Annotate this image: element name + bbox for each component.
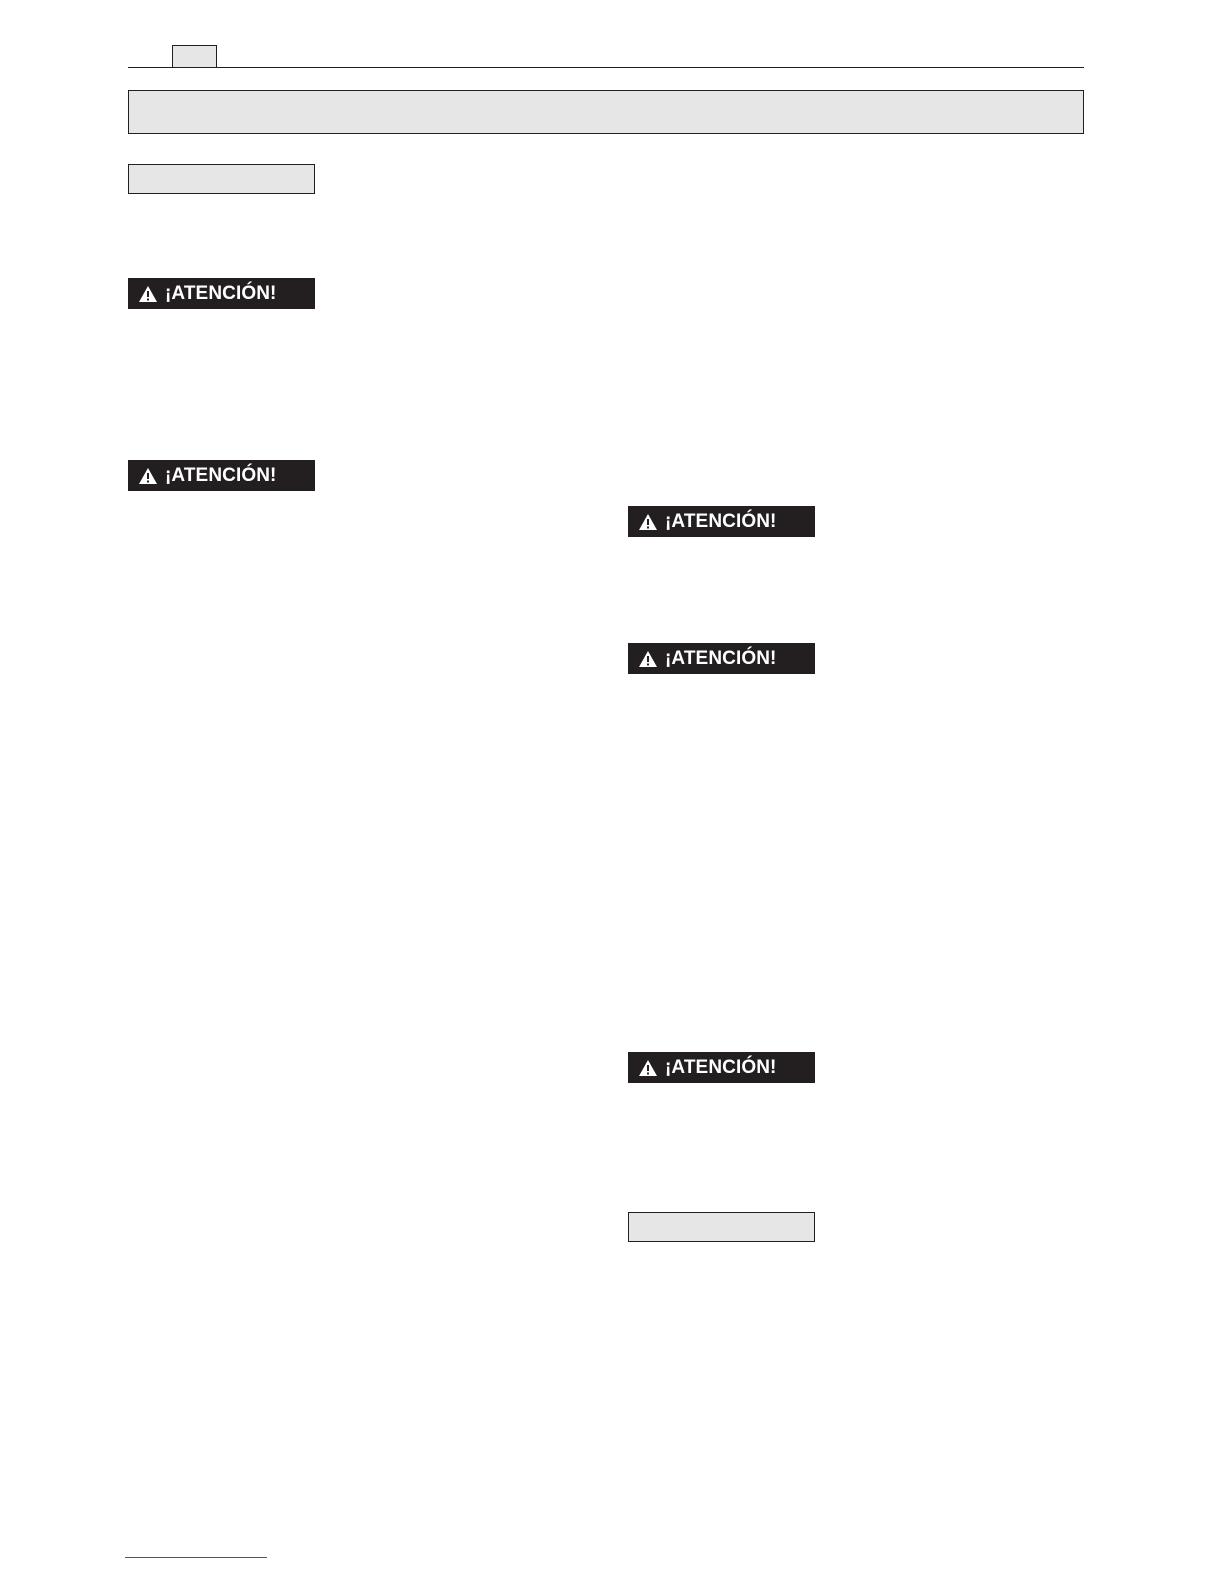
header-rule — [128, 67, 1084, 68]
chapter-title-bar — [128, 90, 1084, 134]
warning-label-1 — [128, 278, 315, 309]
page-number-tab — [172, 45, 217, 67]
warning-triangle-icon — [138, 285, 158, 303]
warning-label-4 — [628, 643, 815, 674]
warning-triangle-icon — [638, 1059, 658, 1077]
section-heading-box-left — [128, 164, 315, 194]
warning-triangle-icon — [138, 467, 158, 485]
warning-label-2 — [128, 460, 315, 491]
warning-label-3 — [628, 506, 815, 537]
warning-triangle-icon — [638, 513, 658, 531]
warning-label-text: ¡ATENCIÓN! — [665, 510, 777, 532]
warning-label-text: ¡ATENCIÓN! — [165, 282, 277, 304]
warning-label-text: ¡ATENCIÓN! — [165, 464, 277, 486]
warning-label-5 — [628, 1052, 815, 1083]
warning-label-text: ¡ATENCIÓN! — [665, 647, 777, 669]
footer-link-underline[interactable] — [125, 1557, 267, 1558]
section-heading-box-right — [628, 1212, 815, 1242]
warning-triangle-icon — [638, 650, 658, 668]
warning-label-text: ¡ATENCIÓN! — [665, 1056, 777, 1078]
